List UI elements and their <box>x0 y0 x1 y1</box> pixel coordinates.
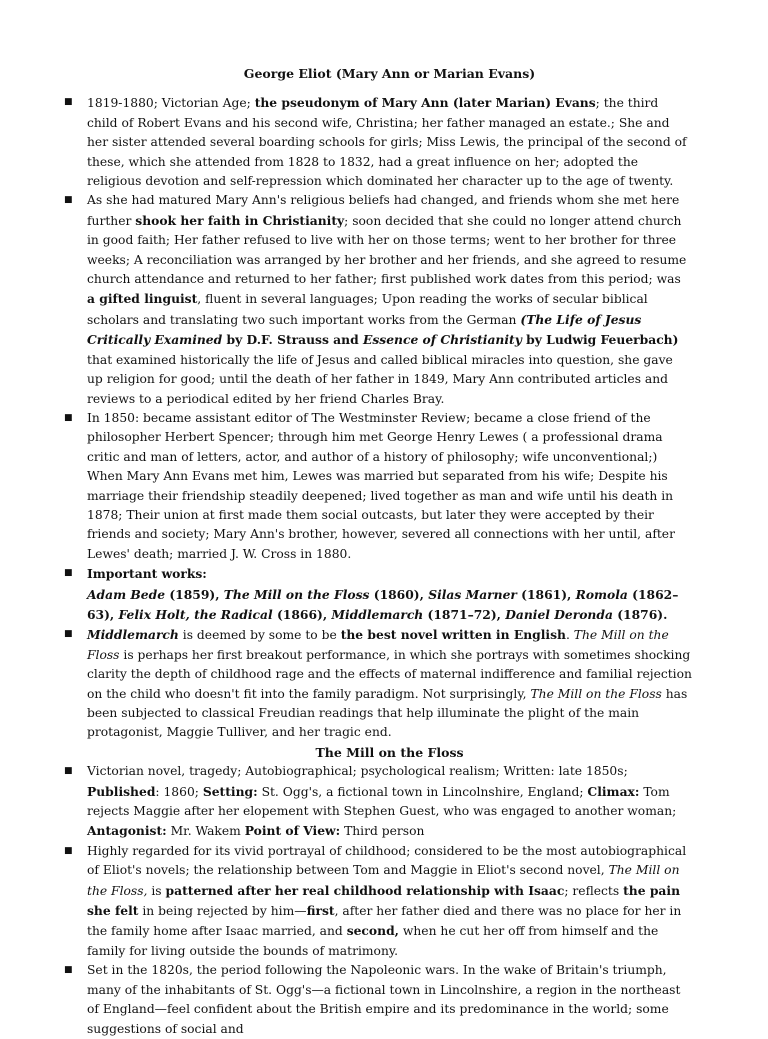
bold-text: the pain she felt <box>87 882 681 919</box>
bold-text: Published <box>87 783 156 799</box>
work-year: (1859), <box>165 586 224 602</box>
text: has been subjected to classical Freudian readings that help illuminate the plight of the main protagonist, Maggie Tulliver, and her tragic end. <box>87 686 688 740</box>
italic-text: The Mill on the Floss <box>530 686 662 701</box>
text: 1819-1880; Victorian Age; <box>87 96 255 111</box>
list-item-biography <box>64 93 692 191</box>
work-year: (1860), <box>369 586 429 602</box>
work-title: The Mill on the Floss <box>223 586 370 602</box>
work-title: Felix Holt, the Radical <box>118 606 273 622</box>
bold-italic-text: Essence of Christianity <box>362 332 522 348</box>
bold-text: Climax: <box>587 783 640 799</box>
bullet-icon: ■ <box>64 845 73 856</box>
text: Tom rejects Maggie after her elopement with Stephen Guest, who was engaged to another woman; <box>87 784 677 819</box>
bullet-icon: ■ <box>64 97 73 108</box>
bold-text: Point of View: <box>244 823 341 839</box>
text: : 1860; <box>155 784 203 799</box>
bullet-icon: ■ <box>64 568 73 579</box>
bold-text: a gifted linguist <box>87 291 198 307</box>
text: Third person <box>340 824 425 839</box>
bullet-list-author <box>64 93 692 742</box>
text: Victorian novel, tragedy; Autobiographical; psychological realism; Written: late 1850s; <box>87 764 628 779</box>
text: ; reflects <box>564 883 624 898</box>
bold-text: by Ludwig Feuerbach) <box>521 332 679 348</box>
work-title: Silas Marner <box>428 586 517 602</box>
list-item-novel-facts <box>64 762 692 842</box>
bold-text: first <box>306 903 335 919</box>
text: Highly regarded for its vivid portrayal of childhood; considered to be the most autobiographical of Eliot's novels; the relationship between Tom and Maggie in Eliot's second novel, <box>87 843 687 878</box>
text: Set in the 1820s, the period following the Napoleonic wars. In the wake of Britain's triumph, many of the inhabitants of St. Ogg's—a fictional town in Lincolnshire, a region in the northeast of England—feel confident about the British empire and its predominance in the world; some suggestions of social and <box>87 963 681 1036</box>
work-year: (1861), <box>516 586 576 602</box>
bold-text: the pseudonym of Mary Ann (later Marian) Evans <box>254 95 596 111</box>
bold-text: Antagonist: <box>87 823 167 839</box>
text: , after her father died and there was no place for her in the family home after Isaac married, and <box>87 904 682 939</box>
text: St. Ogg's, a fictional town in Lincolnshire, England; <box>257 784 588 799</box>
bold-text: Setting: <box>202 783 258 799</box>
bold-italic-text: Middlemarch <box>87 627 179 643</box>
list-item-setting <box>64 961 692 1039</box>
text: that examined historically the life of Jesus and called biblical miracles into question, she gave up religion for good; until the death of her father in 1849, Mary Ann contributed articles and reviews to a periodical edited by her friend Charles Bray. <box>87 352 673 406</box>
work-title: Romola <box>575 586 628 602</box>
text: in being rejected by him— <box>138 904 307 919</box>
work-year: (1866), <box>272 606 332 622</box>
bullet-icon: ■ <box>64 195 73 206</box>
text: In 1850: became assistant editor of The Westminster Review; became a close friend of the philosopher Herbert Spencer; through him met George Henry Lewes ( a professional drama critic and man of letters, actor, and author of a history of philosophy; wife unconventional;) When Mary Ann Evans met him, Lewes was married but separated from his wife; Despite his marriage their friendship steadily deepened; lived together as man and wife until his death in 1878; Their union at first made them social outcasts, but later they were accepted by their friends and society; Mary Ann's brother, however, severed all connections with her until, after Lewes' death; married J. W. Cross in 1880. <box>87 410 675 561</box>
list-item-important-works <box>64 564 692 625</box>
italic-text: The Mill on the Floss, <box>87 863 680 898</box>
text: ; the third child of Robert Evans and his second wife, Christina; her father managed an estate.; She and her sister attended several boarding schools for girls; Miss Lewis, the principal of the second of these, which she attended from 1828 to 1832, had a great influence on her; adopted the religious devotion and self-repression which dominated her character up to the age of twenty. <box>87 96 687 189</box>
bold-text: patterned after her real childhood relationship with Isaac <box>165 882 565 898</box>
list-item-faith <box>64 191 692 408</box>
text: is <box>147 883 166 898</box>
text: is deemed by some to be <box>178 628 341 643</box>
bold-text: the best novel written in English <box>340 627 566 643</box>
text: As she had matured Mary Ann's religious beliefs had changed, and friends whom she met here further <box>87 193 680 228</box>
document-title: George Eliot (Mary Ann or Marian Evans) <box>243 66 536 81</box>
work-title: Middlemarch <box>331 606 424 622</box>
text: . <box>565 628 574 643</box>
bullet-icon: ■ <box>64 412 73 423</box>
text: Mr. Wakem <box>166 824 245 839</box>
work-title: Daniel Deronda <box>505 606 613 622</box>
list-item-middlemarch <box>64 625 692 742</box>
work-year: (1876). <box>612 606 668 622</box>
text: when he cut her off from himself and the family for living outside the bounds of matrimony. <box>87 924 659 958</box>
bullet-icon: ■ <box>64 766 73 777</box>
bold-italic-text: (The Life of Jesus Critically Examined <box>87 311 642 348</box>
text: , fluent in several languages; Upon reading the works of secular biblical scholars and translating two such important works from the German <box>87 292 648 327</box>
text: ; soon decided that she could no longer attend church in good faith; Her father refused to live with her on those terms; went to her brother for three weeks; A reconciliation was arranged by her brother and her friends, and she agreed to resume church attendance and returned to her father; first published work dates from this period; was <box>87 213 687 287</box>
text: is perhaps her first breakout performance, in which she portrays with sometimes shocking clarity the depth of childhood rage and the effects of maternal indifference and familial rejection on the child who doesn't fit into the family paradigm. Not surprisingly, <box>87 647 692 701</box>
list-item-westminster <box>64 409 692 564</box>
bullet-icon: ■ <box>64 965 73 976</box>
bullet-list-novel <box>64 762 692 1039</box>
list-item-childhood <box>64 842 692 961</box>
bullet-icon: ■ <box>64 629 73 640</box>
work-year: (1862–63), <box>87 586 679 622</box>
section-title: The Mill on the Floss <box>315 744 464 760</box>
works-heading: Important works: <box>87 566 207 582</box>
work-title: Adam Bede <box>87 586 166 602</box>
bold-text: by D.F. Strauss and <box>222 332 363 348</box>
italic-text: The Mill on the Floss <box>87 628 669 662</box>
bold-text: shook her faith in Christianity <box>135 212 345 228</box>
bold-text: second, <box>346 923 399 939</box>
work-year: (1871–72), <box>423 606 506 622</box>
